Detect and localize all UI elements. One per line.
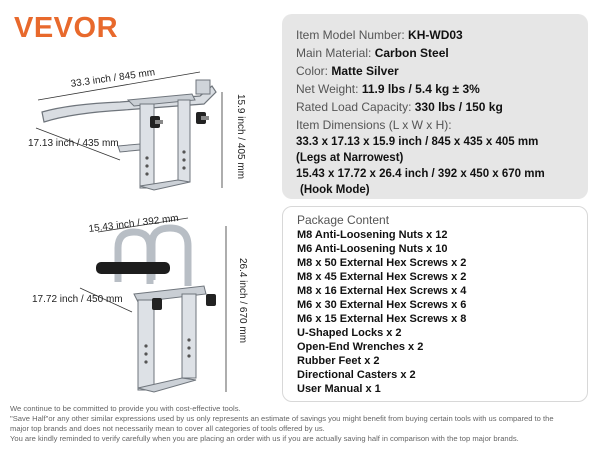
spec-color: Color: Matte Silver bbox=[296, 64, 399, 78]
dim-top-width: 33.3 inch / 845 mm bbox=[70, 67, 156, 90]
dim-top-height: 15.9 inch / 405 mm bbox=[235, 94, 246, 180]
dim-bottom-height: 26.4 inch / 670 mm bbox=[237, 258, 248, 344]
specs-panel bbox=[282, 14, 588, 199]
package-item: Directional Casters x 2 bbox=[297, 369, 416, 381]
package-item: M6 Anti-Loosening Nuts x 10 bbox=[297, 243, 448, 255]
spec-load: Rated Load Capacity: 330 lbs / 150 kg bbox=[296, 100, 503, 114]
spec-model: Item Model Number: KH-WD03 bbox=[296, 28, 463, 42]
dim-bottom-depth: 17.72 inch / 450 mm bbox=[32, 294, 123, 305]
package-item: M8 x 45 External Hex Screws x 2 bbox=[297, 271, 467, 283]
spec-dims-line1: 33.3 x 17.13 x 15.9 inch / 845 x 435 x 405 mm bbox=[296, 136, 539, 148]
carrier-long-mode-image bbox=[42, 80, 216, 190]
spec-dims-line3: 15.43 x 17.72 x 26.4 inch / 392 x 450 x 670 mm bbox=[296, 168, 545, 180]
package-item: M6 x 15 External Hex Screws x 8 bbox=[297, 313, 467, 325]
package-title: Package Content bbox=[297, 213, 390, 227]
package-item: User Manual x 1 bbox=[297, 383, 381, 395]
brand-logo: VEVOR bbox=[14, 12, 119, 44]
spec-weight: Net Weight: 11.9 lbs / 5.4 kg ± 3% bbox=[296, 82, 480, 96]
package-item: M8 Anti-Loosening Nuts x 12 bbox=[297, 229, 448, 241]
spec-material: Main Material: Carbon Steel bbox=[296, 46, 449, 60]
dim-top-depth: 17.13 inch / 435 mm bbox=[28, 138, 119, 149]
package-item: M8 x 50 External Hex Screws x 2 bbox=[297, 257, 467, 269]
package-panel bbox=[282, 206, 588, 402]
spec-dims-line2: (Legs at Narrowest) bbox=[296, 152, 404, 164]
package-item: M8 x 16 External Hex Screws x 4 bbox=[297, 285, 467, 297]
disclaimer-line: "Save Half"or any other similar expressions used by us only represents an estimate of savings you might benefit from buying certain tools with us compared to the bbox=[10, 414, 554, 423]
disclaimer-line: You are kindly reminded to verify carefully when you are placing an order with us if you are actually saving half in comparison with the top major brands. bbox=[10, 434, 519, 443]
package-item: M6 x 30 External Hex Screws x 6 bbox=[297, 299, 467, 311]
package-item: Rubber Feet x 2 bbox=[297, 355, 380, 367]
dim-bottom-width: 15.43 inch / 392 mm bbox=[88, 212, 180, 235]
carrier-hook-mode-image bbox=[96, 228, 216, 392]
package-item: U-Shaped Locks x 2 bbox=[297, 327, 402, 339]
disclaimer-line: We continue to be committed to provide you with cost-effective tools. bbox=[10, 404, 241, 413]
spec-dims-line4: (Hook Mode) bbox=[300, 184, 370, 196]
spec-dims-label: Item Dimensions (L x W x H): bbox=[296, 118, 452, 132]
package-item: Open-End Wrenches x 2 bbox=[297, 341, 424, 353]
disclaimer-line: major top brands and does not necessarily mean to cover all categories of tools offered by us. bbox=[10, 424, 325, 433]
